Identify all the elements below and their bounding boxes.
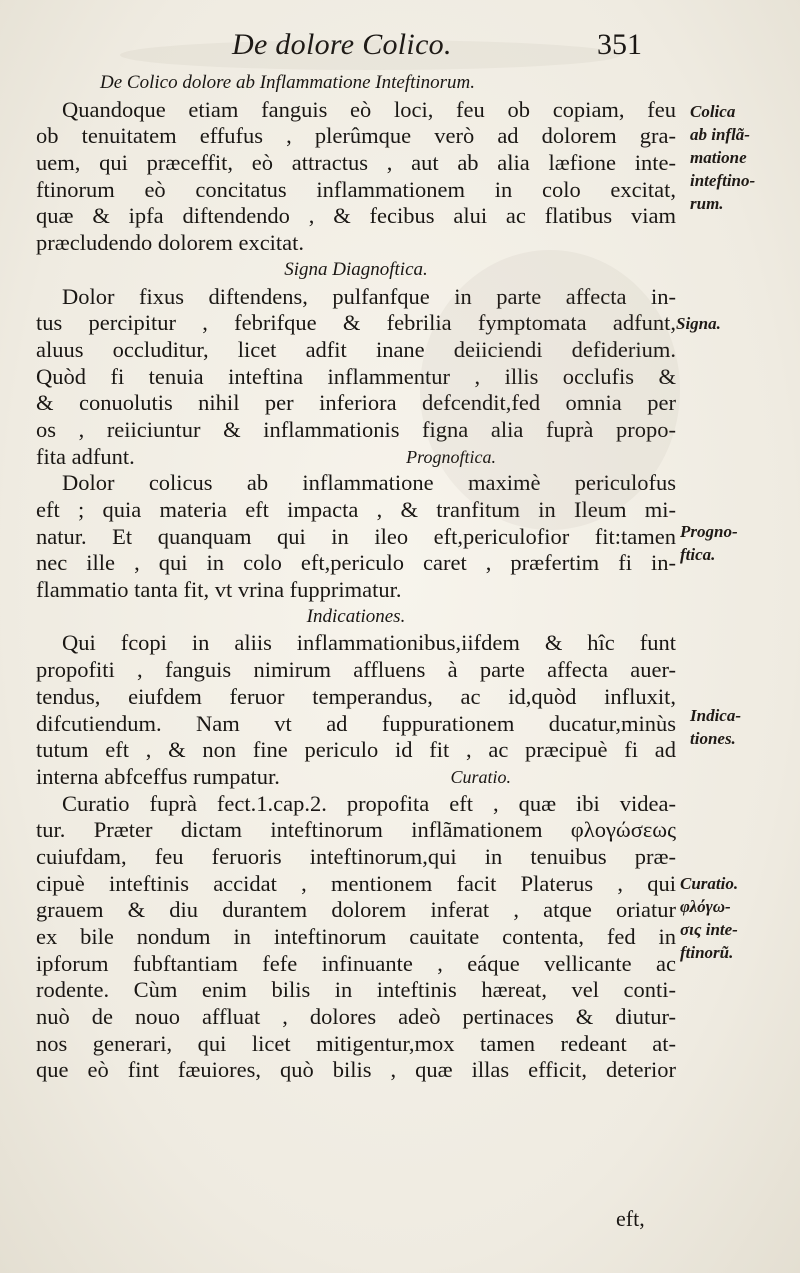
marginal-line: tiones. xyxy=(690,729,736,748)
text-line: Dolor colicus ab inflammatione maximè periculofus xyxy=(62,470,676,496)
marginal-note-prognostica xyxy=(680,520,738,566)
marginal-line: Curatio. xyxy=(680,874,739,893)
text-line-end: fita adfunt. xyxy=(36,443,135,469)
running-title: De dolore Colico. xyxy=(232,28,452,61)
body-text xyxy=(36,70,676,1084)
show-through-smudge xyxy=(120,40,620,70)
text-line: ob tenuitatem effufus , plerûmque verò ad dolorem gra- xyxy=(36,123,676,149)
text-line: Dolor fixus diftendens, pulfanfque in parte affecta in- xyxy=(62,283,676,309)
catchword: eft, xyxy=(616,1206,645,1231)
text-line: Curatio fuprà fect.1.cap.2. propofita eft , quæ ibi videa- xyxy=(62,790,676,816)
text-line: Quòd fi tenuia inteftina inflammentur , illis occlufis & xyxy=(36,363,676,389)
marginal-line: Indica- xyxy=(690,706,741,725)
text-line: tur. Præter dictam inteftinorum inflãmationem φλογώσεως xyxy=(36,817,676,843)
marginal-line: σις inte- xyxy=(680,920,738,939)
text-line: grauem & diu durantem dolorem inferat , atque oriatur xyxy=(36,897,676,923)
text-line: Quandoque etiam fanguis eò loci, feu ob copiam, feu xyxy=(62,96,676,122)
page-number: 351 xyxy=(597,28,642,61)
marginal-note-colica xyxy=(690,100,755,215)
text-line: cipuè inteftinis accidat , mentionem facit Platerus , qui xyxy=(36,870,676,896)
text-line: Qui fcopi in aliis inflammationibus,iifdem & hîc funt xyxy=(62,630,676,656)
text-line: præcludendo dolorem excitat. xyxy=(36,230,305,256)
show-through-smudge xyxy=(420,250,680,530)
text-line: tus percipitur , febrifque & febrilia fymptomata adfunt, xyxy=(36,310,676,336)
text-line: eft ; quia materia eft impacta , & tranfitum in Ileum mi- xyxy=(36,497,676,522)
text-line: ipforum fubftantiam fefe infinuante , eáque vellicante ac xyxy=(36,950,676,976)
text-line: tutum eft , & non fine periculo id fit , ac præcipuè fi ad xyxy=(36,737,676,763)
marginal-line: ftica. xyxy=(680,545,716,564)
text-line: os , reiiciuntur & inflammationis figna alia fuprà propo- xyxy=(36,416,676,442)
marginal-line: Signa. xyxy=(676,314,721,333)
text-line: aluus occluditur, licet adfit inane deiiciendi defiderium. xyxy=(36,336,676,362)
text-line: & conuolutis nihil per inferiora defcendit,fed omnia per xyxy=(36,390,676,416)
text-line: nec ille , qui in colo eft,periculo caret , præfertim fi in- xyxy=(36,550,676,576)
text-line: cuiufdam, feu feruoris inteftinorum,qui in tenuibus præ- xyxy=(36,843,676,869)
text-line: ex bile nondum in inteftinorum cauitate contenta, fed in xyxy=(36,924,676,949)
text-line: que eò fint fæuiores, quò bilis , quæ illas efficit, deterior xyxy=(36,1057,676,1083)
section-heading-indicationes: Indicationes. xyxy=(306,605,406,627)
marginal-note-signa xyxy=(676,312,721,335)
section-heading-prognostica: Prognoftica. xyxy=(406,446,496,467)
text-line: quæ & ipfa diftendendo , & fecibus alui ac flatibus viam xyxy=(36,203,676,229)
marginal-line: rum. xyxy=(690,194,724,213)
text-line: propofiti , fanguis nimirum affluens à parte affecta auer- xyxy=(36,657,676,683)
marginal-line: ftinorũ. xyxy=(680,943,734,962)
text-line-end: interna abfceffus rumpatur. xyxy=(36,763,280,789)
marginal-line: inteftino- xyxy=(690,171,756,190)
marginal-line: Colica xyxy=(690,102,736,121)
marginal-note-curatio xyxy=(680,872,738,964)
text-line: tendus, eiufdem feruor temperandus, ac id,quòd influxit, xyxy=(36,683,676,709)
marginal-line: Progno- xyxy=(680,522,738,541)
section-title: De Colico dolore ab Inflammatione Inteftinorum. xyxy=(100,72,476,93)
text-line: uem, qui præceffit, eò attractus , aut ab alia læfione inte- xyxy=(36,150,676,176)
text-line: nos generari, qui licet mitigentur,mox tamen redeant at- xyxy=(36,1030,676,1056)
marginal-line: ab inflã- xyxy=(690,125,750,144)
marginal-line: φλόγω- xyxy=(680,897,731,916)
text-line: rodente. Cùm enim bilis in inteftinis hæreat, vel conti- xyxy=(36,977,676,1003)
section-heading-curatio: Curatio. xyxy=(450,766,511,787)
text-line: flammatio tanta fit, vt vrina fupprimatur. xyxy=(36,577,402,603)
text-line: nuò de nouo affluat , dolores adeò pertinaces & diutur- xyxy=(36,1004,676,1030)
marginal-note-indicationes xyxy=(690,704,741,750)
marginal-line: matione xyxy=(690,148,747,167)
text-line: difcutiendum. Nam vt ad fuppurationem ducatur,minùs xyxy=(36,710,676,736)
text-line xyxy=(36,764,676,791)
text-line: natur. Et quanquam qui in ileo eft,periculofior fit:tamen xyxy=(36,523,676,549)
section-heading-signa: Signa Diagnoftica. xyxy=(284,258,428,280)
text-line: ftinorum eò concitatus inflammationem in colo excitat, xyxy=(36,176,676,202)
